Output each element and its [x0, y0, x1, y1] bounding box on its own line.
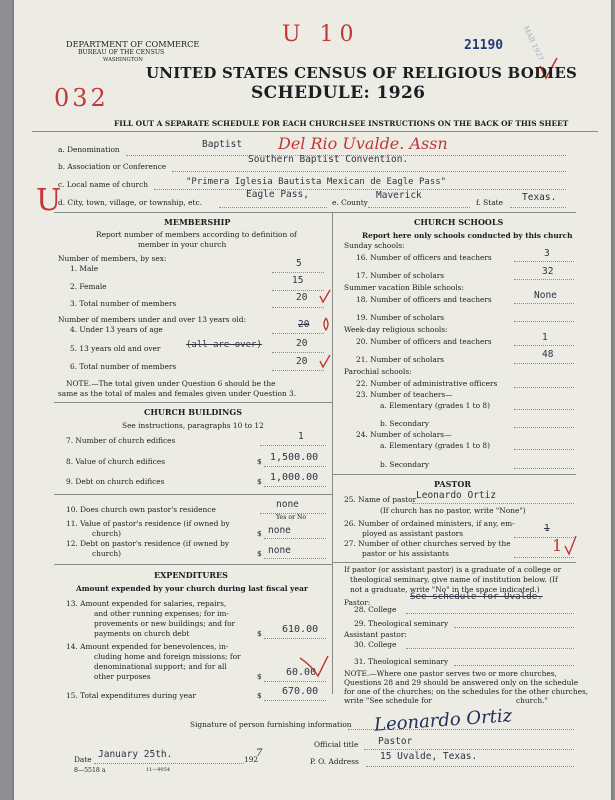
q9-label: 9. Debt on church edifices	[66, 477, 165, 486]
q18-line	[514, 303, 574, 304]
q27-red-check	[562, 534, 578, 556]
q14-line-3: denominational support; and for all	[94, 662, 227, 671]
q20-line	[514, 345, 574, 346]
q9-dollar: $	[257, 477, 262, 486]
q25-line	[412, 503, 574, 504]
pastor-note-2: Questions 28 and 29 should be answered only on the schedule	[344, 678, 579, 687]
official-title-label: Official title	[314, 740, 359, 749]
q10-value: none	[276, 499, 299, 510]
q21-line	[514, 363, 574, 364]
q31-label: 31. Theological seminary	[354, 657, 449, 666]
q6-red-check	[318, 353, 332, 369]
q3-red-check	[318, 288, 332, 304]
assistant-subheading: Assistant pastor:	[344, 630, 407, 639]
date-label: Date	[74, 755, 92, 764]
sunday-schools-label: Sunday schools:	[344, 241, 405, 250]
header-rule	[32, 131, 598, 132]
received-stamp: MAR 1927	[521, 24, 545, 62]
q23a-label: a. Elementary (grades 1 to 8)	[380, 401, 491, 410]
q12-value: none	[268, 545, 291, 556]
age-heading: Number of members under and over 13 years old:	[58, 315, 246, 324]
association-label: b. Association or Conference	[58, 162, 167, 171]
q12-line	[264, 558, 326, 559]
q30-line	[406, 648, 574, 649]
q23b-label: b. Secondary	[380, 419, 430, 428]
q13-line-2: and other running expenses; for im-	[94, 609, 229, 618]
q25-value: Leonardo Ortiz	[416, 490, 497, 501]
membership-intro-2: member in your church	[138, 240, 227, 249]
q11-line	[264, 538, 326, 539]
pastor-note-3: for one of the churches; on the schedules for the other churches,	[344, 687, 589, 696]
q15-label: 15. Total expenditures during year	[66, 691, 196, 700]
q16-line	[514, 261, 574, 262]
q15-line	[264, 700, 326, 701]
q14-red-mark	[298, 654, 332, 680]
q15-value: 670.00	[282, 686, 319, 697]
section-top-rule	[54, 212, 576, 213]
state-value: Texas.	[522, 192, 557, 203]
q13-line	[264, 638, 326, 639]
q1-male-value: 5	[296, 258, 302, 269]
pastor-subheading: Pastor:	[344, 598, 371, 607]
q13-line-4: payments on church debt	[94, 629, 190, 638]
date-year: 192	[244, 755, 259, 764]
q21-value: 48	[542, 349, 554, 360]
pastor-note-4: write "See schedule for	[344, 696, 432, 705]
q1-line	[272, 272, 324, 273]
official-title-line	[364, 749, 574, 750]
po-address-line	[366, 766, 574, 767]
serial-number: 21190	[464, 38, 504, 53]
q4-under13-value: 20	[298, 319, 310, 330]
graduate-note-3: not a graduate, write "No" in the space indicated.)	[350, 585, 540, 594]
q27-line	[514, 557, 574, 558]
q5-over13-label: 5. 13 years old and over	[70, 344, 161, 353]
q23a-line	[514, 409, 574, 410]
q23-label: 23. Number of teachers—	[356, 390, 453, 399]
q1-male-label: 1. Male	[70, 264, 99, 273]
census-schedule-page	[14, 0, 611, 800]
q11-label-2: church)	[92, 529, 121, 538]
q18-value: None	[534, 290, 557, 301]
instruction-right: SEE INSTRUCTIONS ON THE BACK OF THIS SHEET	[349, 119, 569, 128]
department-name: DEPARTMENT OF COMMERCE	[66, 39, 200, 49]
q16-value: 3	[544, 248, 550, 259]
pastor-note-5: church."	[516, 696, 548, 705]
q8-dollar: $	[257, 457, 262, 466]
q27-value: 1	[552, 536, 563, 555]
q20-value: 1	[542, 332, 548, 343]
state-line	[510, 207, 566, 208]
denomination-label: a. Denomination	[58, 145, 120, 154]
q5-line	[272, 352, 324, 353]
q3-total-label: 3. Total number of members	[70, 299, 177, 308]
q30-label: 30. College	[354, 640, 397, 649]
q6-line	[272, 370, 324, 371]
q3-total-value: 20	[296, 292, 308, 303]
association-line	[172, 171, 566, 172]
q8-label: 8. Value of church edifices	[66, 457, 165, 466]
q14-line	[264, 681, 326, 682]
membership-rule	[54, 402, 332, 403]
q7-label: 7. Number of church edifices	[66, 436, 176, 445]
q15-dollar: $	[257, 691, 262, 700]
column-divider	[332, 212, 333, 694]
q24a-line	[514, 449, 574, 450]
q8-value: 1,500.00	[270, 452, 319, 463]
date-value: January 25th.	[98, 749, 173, 760]
signature: Leonardo Ortiz	[373, 705, 513, 736]
official-title-value: Pastor	[378, 736, 413, 747]
weekday-schools-label: Week-day religious schools:	[344, 325, 448, 334]
expenditures-heading: EXPENDITURES	[154, 570, 228, 580]
q2-female-value: 15	[292, 275, 304, 286]
q24b-line	[514, 468, 574, 469]
q27-line-2: pastor or his assistants	[362, 549, 449, 558]
q14-line-4: other purposes	[94, 672, 151, 681]
handwritten-code: 032	[54, 84, 109, 112]
q31-line	[454, 665, 574, 666]
form-code: 8—5518 a	[74, 767, 106, 774]
county-line	[368, 207, 470, 208]
q13-dollar: $	[257, 629, 262, 638]
q28-label: 28. College	[354, 605, 397, 614]
q12-label-1: 12. Debt on pastor's residence (if owned by	[66, 539, 230, 548]
q25-note: (If church has no pastor, write "None")	[380, 506, 526, 515]
q17-value: 32	[542, 266, 554, 277]
q6-total-value: 20	[296, 356, 308, 367]
q29-label: 29. Theological seminary	[354, 619, 449, 628]
q26-value: 1	[544, 523, 550, 534]
q17-label: 17. Number of scholars	[356, 271, 445, 280]
q25-label: 25. Name of pastor	[344, 495, 417, 504]
q11-label-1: 11. Value of pastor's residence (if owned by	[66, 519, 230, 528]
buildings-rule	[54, 564, 332, 565]
q5-over13-value: 20	[296, 338, 308, 349]
schools-heading: CHURCH SCHOOLS	[414, 217, 504, 227]
q20-label: 20. Number of officers and teachers	[356, 337, 492, 346]
q14-dollar: $	[257, 672, 262, 681]
q27-line-1: 27. Number of other churches served by the	[344, 539, 511, 548]
q24-label: 24. Number of scholars—	[356, 430, 452, 439]
pastor-mid-rule	[332, 562, 576, 563]
q29-line	[454, 627, 574, 628]
signature-label: Signature of person furnishing information	[190, 720, 352, 729]
city-label: d. City, town, village, or township, etc.	[58, 198, 203, 207]
print-code: 11—9054	[146, 767, 171, 773]
church-name-label: c. Local name of church	[58, 180, 148, 189]
q3-line	[272, 307, 324, 308]
schools-intro: Report here only schools conducted by this church	[362, 231, 573, 240]
q18-label: 18. Number of officers and teachers	[356, 295, 492, 304]
q4-line	[272, 333, 324, 334]
q22-label: 22. Number of administrative officers	[356, 379, 498, 388]
q12-label-2: church)	[92, 549, 121, 558]
q8-line	[264, 466, 326, 467]
q13-line-1: 13. Amount expended for salaries, repairs,	[66, 599, 227, 608]
vacation-schools-label: Summer vacation Bible schools:	[344, 283, 464, 292]
q22-line	[514, 387, 574, 388]
q2-line	[272, 290, 324, 291]
date-year-handwritten: 7	[256, 748, 263, 759]
pastor-note-1: NOTE.—Where one pastor serves two or more churches,	[344, 669, 557, 678]
po-address-label: P. O. Address	[310, 757, 359, 766]
graduate-note-2: theological seminary, give name of institution below. (If	[350, 575, 558, 584]
instruction-left: FILL OUT A SEPARATE SCHEDULE FOR EACH CHURCH.	[114, 119, 351, 128]
q10-options: Yes or No	[276, 514, 307, 521]
q26-line-2: ployed as assistant pastors	[362, 529, 464, 538]
po-address-value: 15 Uvalde, Texas.	[380, 751, 478, 762]
q9-value: 1,000.00	[270, 472, 319, 483]
church-name-value: "Primera Iglesia Bautista Mexican de Eagle Pass"	[186, 177, 447, 187]
q24b-label: b. Secondary	[380, 460, 430, 469]
q16-label: 16. Number of officers and teachers	[356, 253, 492, 262]
schedule-title: SCHEDULE: 1926	[251, 83, 426, 103]
graduate-note-1: If pastor (or assistant pastor) is a graduate of a college or	[344, 565, 562, 574]
q11-dollar: $	[257, 529, 262, 538]
q28-line	[406, 613, 574, 614]
q6-total-label: 6. Total number of members	[70, 362, 177, 371]
membership-note-2: same as the total of males and females given under Question 3.	[58, 389, 297, 398]
q14-value: 60.00	[286, 667, 317, 678]
q2-female-label: 2. Female	[70, 282, 107, 291]
members-by-sex-label: Number of members, by sex:	[58, 254, 167, 263]
expenditures-intro: Amount expended by your church during last fiscal year	[76, 584, 308, 593]
q21-label: 21. Number of scholars	[356, 355, 445, 364]
handwritten-side-mark: U	[36, 183, 62, 218]
q12-dollar: $	[257, 549, 262, 558]
q24a-label: a. Elementary (grades 1 to 8)	[380, 441, 491, 450]
church-name-line	[154, 189, 566, 190]
q7-value: 1	[298, 431, 304, 442]
bureau-name: BUREAU OF THE CENSUS	[78, 49, 165, 56]
membership-heading: MEMBERSHIP	[164, 217, 231, 227]
q4-under13-label: 4. Under 13 years of age	[70, 325, 163, 334]
q19-label: 19. Number of scholars	[356, 313, 445, 322]
state-label: f. State	[476, 198, 503, 207]
q14-line-2: cluding home and foreign missions; for	[94, 652, 241, 661]
q28-value: See schedule for Uvalde.	[410, 591, 543, 602]
city-value: Eagle Pass,	[246, 189, 309, 200]
pastor-heading: PASTOR	[434, 479, 471, 489]
q11-value: none	[268, 525, 291, 536]
q10-label: 10. Does church own pastor's residence	[66, 505, 216, 514]
city-name: WASHINGTON	[103, 57, 143, 63]
county-label: e. County	[332, 198, 368, 207]
q17-line	[514, 279, 574, 280]
denomination-value: Baptist	[202, 139, 243, 150]
handwritten-top-code: U 10	[282, 22, 360, 47]
document-title: UNITED STATES CENSUS OF RELIGIOUS BODIES	[146, 64, 578, 82]
city-line	[219, 207, 327, 208]
county-value: Maverick	[376, 190, 422, 201]
buildings-mid-rule	[54, 494, 332, 495]
denomination-handwritten: Del Rio Uvalde. Assn	[278, 134, 448, 153]
schools-rule	[332, 474, 576, 475]
q9-line	[264, 486, 326, 487]
membership-intro-1: Report number of members according to definition of	[96, 230, 297, 239]
q26-line-1: 26. Number of ordained ministers, if any, em-	[344, 519, 515, 528]
q13-line-3: provements or new buildings; and for	[94, 619, 236, 628]
q19-line	[514, 321, 574, 322]
q13-value: 610.00	[282, 624, 319, 635]
q5-struck-text: (all are over)	[186, 340, 262, 350]
membership-note-1: NOTE.—The total given under Question 6 should be the	[66, 379, 276, 388]
q14-line-1: 14. Amount expended for benevolences, in-	[66, 642, 229, 651]
q4-red-mark	[320, 316, 332, 332]
buildings-see: See instructions, paragraphs 10 to 12	[122, 421, 264, 430]
date-line	[94, 763, 244, 764]
parochial-schools-label: Parochial schools:	[344, 367, 412, 376]
q23b-line	[514, 427, 574, 428]
buildings-heading: CHURCH BUILDINGS	[144, 407, 242, 417]
association-value: Southern Baptist Convention.	[248, 154, 409, 165]
q7-line	[260, 445, 326, 446]
